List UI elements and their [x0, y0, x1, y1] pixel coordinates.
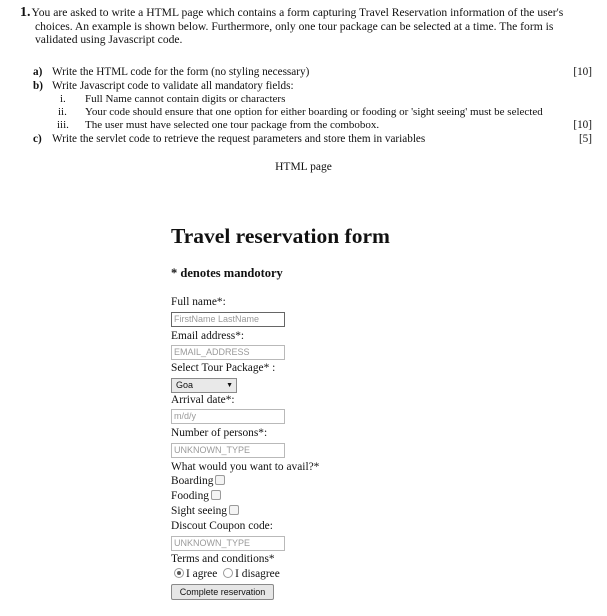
subitem-iii-marks: [10]: [573, 119, 592, 131]
subitem-ii-text: Your code should ensure that one option for either boarding or fooding or 'sight seeing' must be selected: [85, 106, 543, 118]
figure-caption: HTML page: [275, 161, 332, 173]
dropdown-arrow-icon: ▼: [226, 382, 233, 389]
part-b-text: Write Javascript code to validate all mandatory fields:: [52, 80, 294, 92]
part-c-marks: [5]: [578, 133, 592, 145]
question-intro: [20, 6, 595, 47]
boarding-checkbox[interactable]: [215, 475, 225, 485]
part-a-marks: [10]: [573, 66, 592, 78]
mandatory-note: * denotes mandotory: [171, 266, 283, 280]
sight-seeing-option: [171, 505, 239, 517]
persons-input[interactable]: UNKNOWN_TYPE: [171, 443, 285, 458]
arrival-label: Arrival date*:: [171, 394, 235, 406]
arrival-date-input[interactable]: m/d/y: [171, 409, 285, 424]
email-input[interactable]: EMAIL_ADDRESS: [171, 345, 285, 360]
agree-radio[interactable]: [174, 568, 184, 578]
part-b-letter: b): [33, 80, 43, 92]
coupon-label: Discout Coupon code:: [171, 520, 273, 532]
package-label: Select Tour Package* :: [171, 362, 276, 374]
subitem-ii-numeral: ii.: [58, 106, 67, 118]
part-c-text: Write the servlet code to retrieve the request parameters and store them in variables: [52, 133, 426, 145]
fooding-label: Fooding: [171, 490, 209, 502]
disagree-label: I disagree: [235, 568, 280, 580]
coupon-input[interactable]: UNKNOWN_TYPE: [171, 536, 285, 551]
fooding-option: [171, 490, 221, 502]
avail-label: What would you want to avail?*: [171, 461, 320, 473]
terms-options: [174, 568, 280, 580]
form-title: Travel reservation form: [171, 224, 390, 248]
sight-seeing-label: Sight seeing: [171, 505, 228, 517]
disagree-radio[interactable]: [223, 568, 233, 578]
persons-label: Number of persons*:: [171, 427, 268, 439]
full-name-input[interactable]: FirstName LastName: [171, 312, 285, 327]
subitem-i-numeral: i.: [60, 93, 66, 105]
subitem-i-text: Full Name cannot contain digits or characters: [85, 93, 286, 105]
part-a-text: Write the HTML code for the form (no styling necessary): [52, 66, 310, 78]
part-a-letter: a): [33, 66, 43, 78]
full-name-label: Full name*:: [171, 296, 226, 308]
part-c-letter: c): [33, 133, 42, 145]
email-label: Email address*:: [171, 330, 245, 342]
boarding-option: [171, 475, 225, 487]
tour-package-value: Goa: [176, 380, 194, 390]
subitem-iii-numeral: iii.: [57, 119, 69, 131]
boarding-label: Boarding: [171, 475, 214, 487]
complete-reservation-button[interactable]: Complete reservation: [171, 584, 274, 600]
agree-label: I agree: [186, 568, 218, 580]
question-intro-text: You are asked to write a HTML page which contains a form capturing Travel Reservation information of the user's choices. An example is shown below. Furthermore, only one tour package can be selected at a time. The form is validated using Javascript code.: [31, 6, 564, 46]
subitem-iii-text: The user must have selected one tour package from the combobox.: [85, 119, 380, 131]
question-number: 1.: [20, 5, 31, 20]
fooding-checkbox[interactable]: [211, 490, 221, 500]
tour-package-select[interactable]: [171, 378, 237, 393]
sight-seeing-checkbox[interactable]: [229, 505, 239, 515]
terms-label: Terms and conditions*: [171, 553, 275, 565]
